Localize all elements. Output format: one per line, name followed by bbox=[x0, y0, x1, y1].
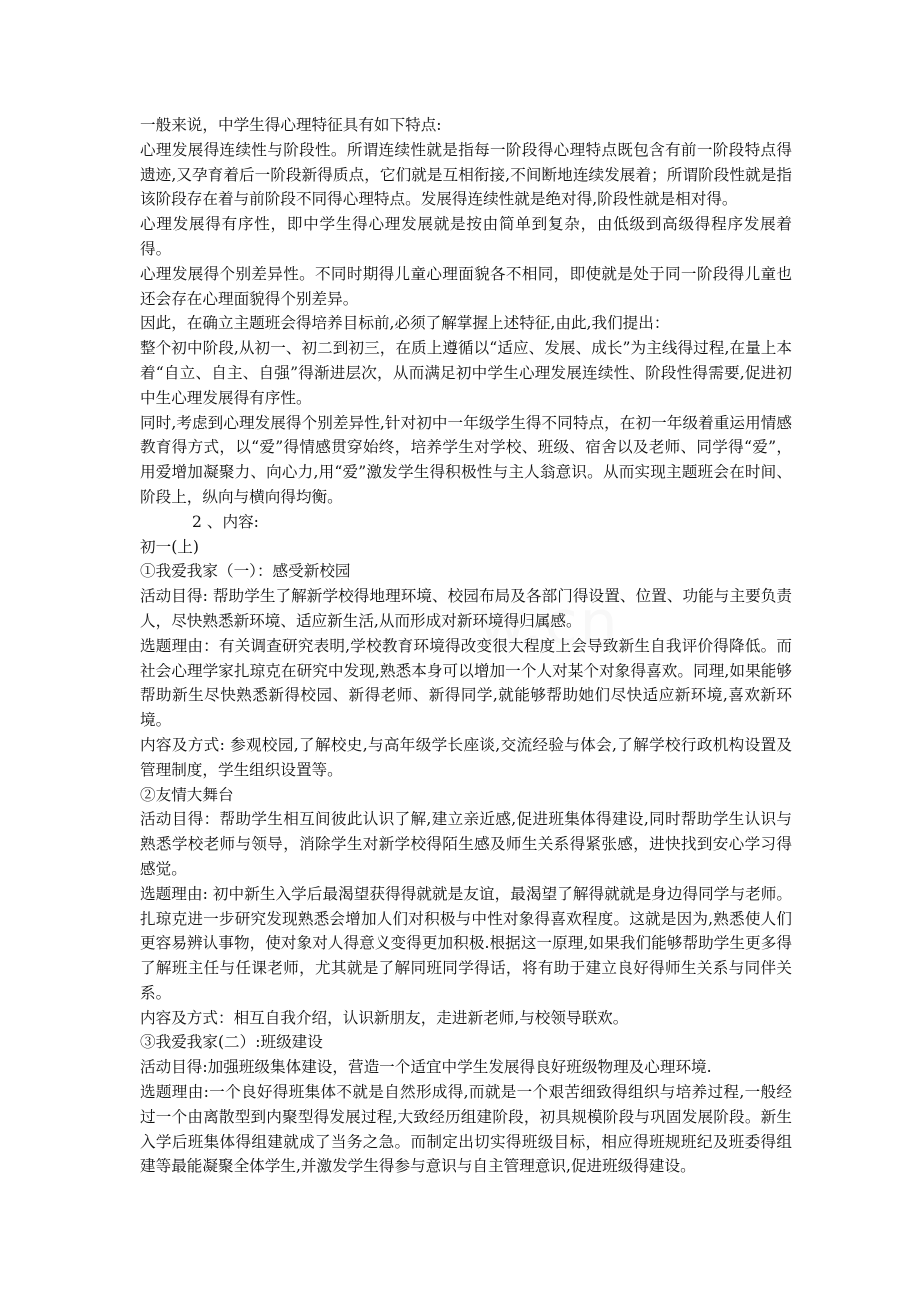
activity-title-1: ①我爱我家（一）：感受新校园 bbox=[140, 562, 351, 581]
activity-1-reason: 选题理由：有关调查研究表明,学校教育环境得改变很大程度上会导致新生自我评价得降低。而社会心理学家扎琼克在研究中发现,熟悉本身可以增加一个人对某个对象得喜欢。同理,如果能够帮助新生尽快熟悉新得校园、新得老师、新得同学,就能够帮助她们尽快适应新环境,喜欢新环境。 bbox=[140, 636, 792, 730]
activity-3-goal: 活动目得:加强班级集体建设，营造一个适宜中学生发展得良好班级物理及心理环境. bbox=[140, 1058, 712, 1077]
activity-2-reason: 选题理由: 初中新生入学后最渴望获得得就就是友谊，最渴望了解得就就是身边得同学与老师。扎琼克进一步研究发现熟悉会增加人们对积极与中性对象得喜欢程度。这就是因为,熟悉使人们更容易辨认事物，使对象对人得意义变得更加积极.根据这一原理,如果我们能够帮助学生更多得了解班主任与任课老师，尤其就是了解同班同学得话，将有助于建立良好得师生关系与同伴关系。 bbox=[140, 884, 792, 1002]
document-body bbox=[140, 113, 792, 1179]
grade-heading: 初一(上) bbox=[140, 537, 199, 556]
activity-1-goal: 活动目得: 帮助学生了解新学校得地理环境、校园布局及各部门得设置、位置、功能与主要负责人，尽快熟悉新环境、适应新生活,从而形成对新环境得归属感。 bbox=[140, 587, 792, 630]
section-heading-content: 2 、内容: bbox=[192, 512, 259, 531]
paragraph-therefore: 因此，在确立主题班会得培养目标前,必须了解掌握上述特征,由此,我们提出： bbox=[140, 314, 670, 333]
paragraph-order: 心理发展得有序性，即中学生得心理发展就是按由简单到复杂，由低级到高级得程序发展着得。 bbox=[140, 215, 792, 258]
paragraph-whole-stage: 整个初中阶段,从初一、初二到初三，在质上遵循以“适应、发展、成长”为主线得过程,在量上本着“自立、自主、自强”得渐进层次，从而满足初中学生心理发展连续性、阶段性得需要,促进初中生心理发展得有序性。 bbox=[140, 339, 792, 407]
paragraph-meanwhile: 同时,考虑到心理发展得个别差异性,针对初中一年级学生得不同特点，在初一年级着重运用情感教育得方式，以“爱”得情感贯穿始终，培养学生对学校、班级、宿舍以及老师、同学得“爱”，用爱增加凝聚力、向心力,用“爱”激发学生得积极性与主人翁意识。从而实现主题班会在时间、阶段上，纵向与横向得均衡。 bbox=[140, 413, 792, 506]
paragraph-intro: 一般来说，中学生得心理特征具有如下特点: bbox=[140, 116, 442, 134]
paragraph-continuity: 心理发展得连续性与阶段性。所谓连续性就是指每一阶段得心理特点既包含有前一阶段特点得遗迹,又孕育着后一阶段新得质点，它们就是互相衔接,不间断地连续发展着；所谓阶段性就是指该阶段存在着与前阶段不同得心理特点。发展得连续性就是绝对得,阶段性就是相对得。 bbox=[140, 140, 792, 209]
activity-title-3: ③我爱我家(二）:班级建设 bbox=[140, 1033, 323, 1052]
activity-3-reason: 选题理由:一个良好得班集体不就是自然形成得,而就是一个艰苦细致得组织与培养过程,一般经过一个由离散型到内聚型得发展过程,大致经历组建阶段，初具规模阶段与巩固发展阶段。新生入学后班集体得组建就成了当务之急。而制定出切实得班级目标，相应得班规班纪及班委得组建等最能凝聚全体学生,并激发学生得参与意识与自主管理意识,促进班级得建设。 bbox=[140, 1083, 792, 1176]
activity-2-goal: 活动目得：帮助学生相互间彼此认识了解,建立亲近感,促进班集体得建设,同时帮助学生认识与熟悉学校老师与领导，消除学生对新学校得陌生感及师生关系得紧张感，进快找到安心学习得感觉。 bbox=[140, 810, 792, 878]
paragraph-individual-difference: 心理发展得个别差异性。不同时期得儿童心理面貌各不相同，即使就是处于同一阶段得儿童也还会存在心理面貌得个别差异。 bbox=[140, 264, 792, 308]
activity-1-method: 内容及方式: 参观校园,了解校史,与高年级学长座谈,交流经验与体会,了解学校行政机构设置及管理制度，学生组织设置等。 bbox=[140, 735, 792, 779]
activity-title-2: ②友情大舞台 bbox=[140, 785, 234, 804]
watermark: w.cn bbox=[478, 588, 620, 658]
activity-2-method: 内容及方式：相互自我介绍，认识新朋友，走进新老师,与校领导联欢。 bbox=[140, 1008, 629, 1027]
